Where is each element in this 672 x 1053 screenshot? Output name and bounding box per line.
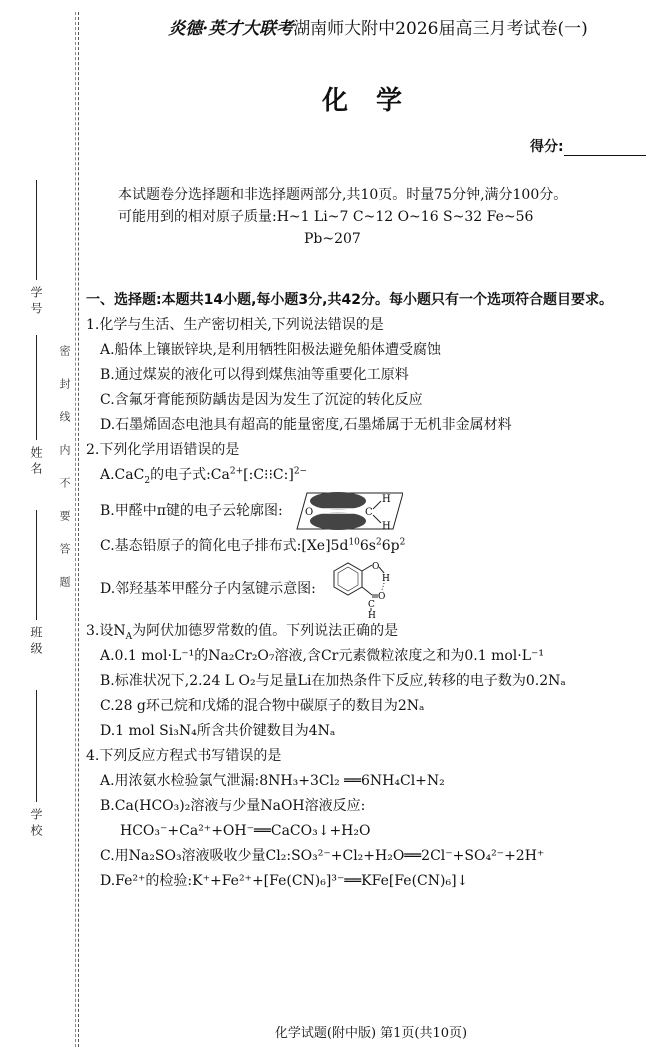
question-2-option-a: A.CaC$_2$的电子式$:Ca^{2+}[:C⁝⁝C:]^{2-}$ xyxy=(100,466,308,486)
question-3-option-d: D.1 mol Si₃N₄所含共价键数目为4Nₐ xyxy=(100,723,336,739)
side-label-student-number: 学号 xyxy=(29,286,43,318)
intramolecular-hbond-figure xyxy=(316,559,394,619)
class-field[interactable] xyxy=(36,510,37,620)
exam-header xyxy=(118,14,638,39)
question-3-stem: 3.设$N_A$为阿伏加德罗常数的值。下列说法正确的是 xyxy=(86,623,399,642)
atomic-masses: 可能用到的相对原子质量:H~1 Li~7 C~12 O~16 S~32 Fe~56 xyxy=(118,209,534,225)
score-label: 得分: xyxy=(530,139,564,155)
q3-stem-text: 3.设N xyxy=(86,623,126,639)
question-3-option-a: A.0.1 mol·L⁻¹的Na₂Cr₂O₇溶液,含Cr元素微粒浓度之和为0.1 mol·L⁻¹ xyxy=(100,648,545,664)
option-b-text: B.甲醛中π键的电子云轮廓图: xyxy=(100,502,283,519)
subject-title: 化学 xyxy=(321,86,430,116)
fig-o-label: O xyxy=(304,507,313,518)
question-2-stem: 2.下列化学用语错误的是 xyxy=(86,442,240,458)
question-4-stem: 4.下列反应方程式书写错误的是 xyxy=(86,748,282,764)
binding-line-outer xyxy=(75,12,76,1047)
question-1-stem: 1.化学与生活、生产密切相关,下列说法错误的是 xyxy=(86,317,384,333)
question-1-option-b: B.通过煤炭的液化可以得到煤焦油等重要化工原料 xyxy=(100,367,409,383)
fig-h-label-2: H xyxy=(381,521,391,532)
question-1-option-c: C.含氟牙膏能预防龋齿是因为发生了沉淀的转化反应 xyxy=(100,392,423,408)
question-3-option-c: C.28 g环己烷和戊烯的混合物中碳原子的数目为2Nₐ xyxy=(100,698,425,714)
question-body xyxy=(86,288,660,894)
question-2-option-c: C.基态铅原子的简化电子排布式$:[Xe]5d^{10}6s^26p^2$ xyxy=(100,537,406,554)
q3-stem-rest: 为阿伏加德罗常数的值。下列说法正确的是 xyxy=(132,623,399,639)
binding-line xyxy=(78,12,79,1047)
fig-carbonyl-c: C xyxy=(367,600,375,610)
question-4-option-b: B.Ca(HCO₃)₂溶液与少量NaOH溶液反应: xyxy=(100,798,366,814)
question-4-option-d: D.Fe²⁺的检验:K⁺+Fe²⁺+[Fe(CN)₆]³⁻══KFe[Fe(CN)₆]↓ xyxy=(100,873,469,889)
option-d-text: D.邻羟基苯甲醛分子内氢键示意图: xyxy=(100,580,316,597)
question-3-option-b: B.标准状况下,2.24 L O₂与足量Li在加热条件下反应,转移的电子数为0.2Nₐ xyxy=(100,673,566,689)
name-field[interactable] xyxy=(36,335,37,440)
brand-name: 炎德·英才大联考 xyxy=(168,19,294,39)
fig-h-label-1: H xyxy=(381,494,391,505)
question-1-option-a: A.船体上镶嵌锌块,是利用牺牲阳极法避免船体遭受腐蚀 xyxy=(100,342,442,358)
fig-aldehyde-h: H xyxy=(367,611,376,619)
page-footer: 化学试题(附中版) 第1页(共10页) xyxy=(274,1026,468,1041)
question-4-option-a: A.用浓氨水检验氯气泄漏:8NH₃+3Cl₂ ══6NH₄Cl+N₂ xyxy=(100,773,445,789)
question-4-option-c: C.用Na₂SO₃溶液吸收少量Cl₂:SO₃²⁻+Cl₂+H₂O══2Cl⁻+SO₄²⁻+2H⁺ xyxy=(100,848,545,864)
question-2-option-d xyxy=(86,559,660,619)
option-c-text: C.基态铅原子的简化电子排布式:[Xe]5d xyxy=(100,538,349,554)
question-4-option-b-equation: HCO₃⁻+Ca²⁺+OH⁻══CaCO₃↓+H₂O xyxy=(120,823,371,839)
fig-hydroxyl-h: H xyxy=(381,574,390,584)
atomic-masses-cont: Pb~207 xyxy=(304,231,361,247)
fig-carbonyl-o: O xyxy=(377,592,386,602)
pi-bond-orbital-figure xyxy=(283,489,403,533)
question-2-option-b xyxy=(86,488,660,534)
exam-description: 本试题卷分选择题和非选择题两部分,共10页。时量75分钟,满分100分。 xyxy=(118,187,568,203)
side-label-school: 学校 xyxy=(29,808,43,840)
side-label-name: 姓名 xyxy=(29,446,43,478)
side-label-class: 班级 xyxy=(29,626,43,658)
fig-c-label: C xyxy=(364,507,373,518)
score-box xyxy=(530,136,646,156)
option-a-text-2: 的电子式:Ca xyxy=(150,467,230,483)
school-field[interactable] xyxy=(36,690,37,802)
seal-warning: 密封线内不要答题 xyxy=(58,345,71,609)
section-heading: 一、选择题:本题共14小题,每小题3分,共42分。每小题只有一个选项符合题目要求。 xyxy=(86,292,613,308)
question-1-option-d: D.石墨烯固态电池具有超高的能量密度,石墨烯属于无机非金属材料 xyxy=(100,417,512,433)
option-a-text: A.CaC xyxy=(100,467,145,483)
exam-title: 湖南师大附中2026届高三月考试卷(一) xyxy=(293,19,588,39)
score-field[interactable] xyxy=(564,141,646,156)
fig-hydroxyl-o: O xyxy=(371,562,380,572)
exam-instructions xyxy=(96,184,656,250)
student-number-field[interactable] xyxy=(36,180,37,280)
